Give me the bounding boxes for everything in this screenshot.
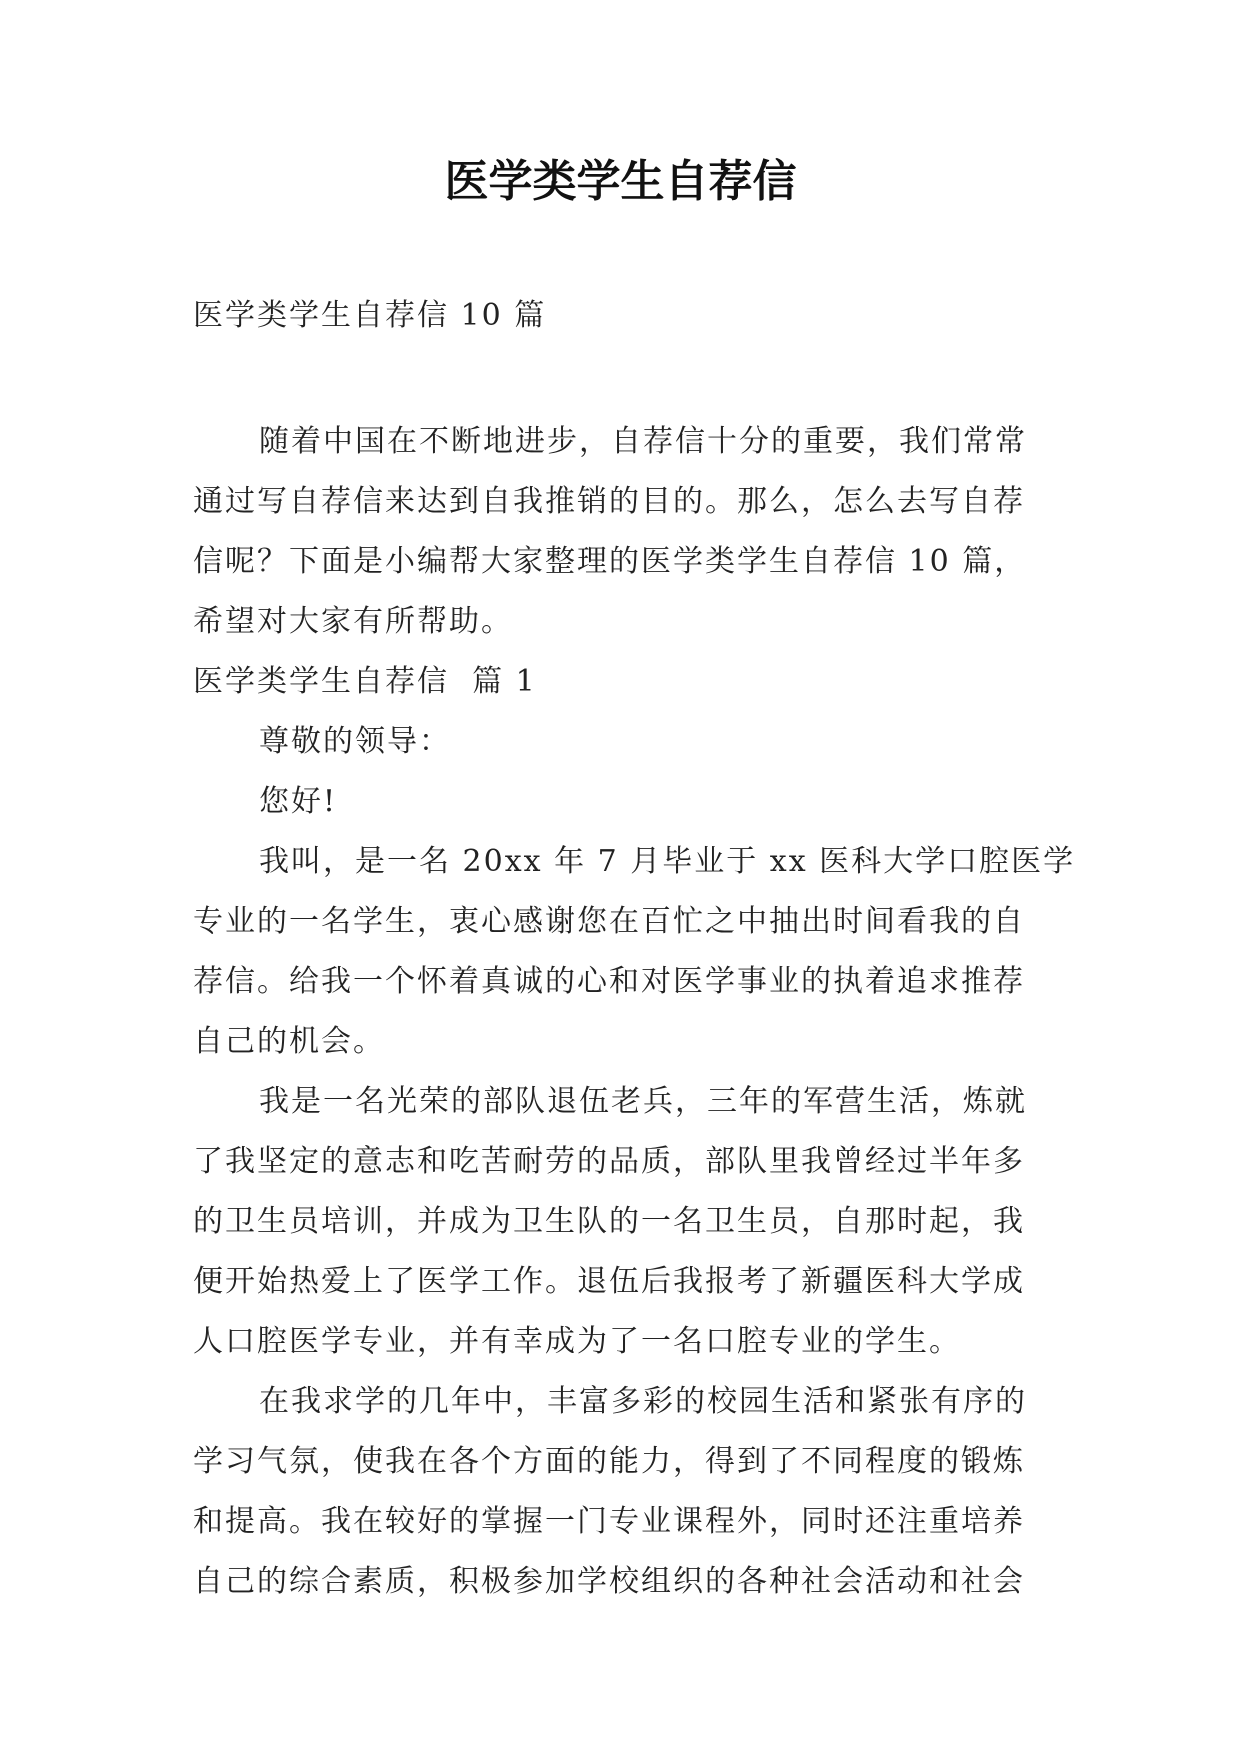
document-subtitle: 医学类学生自荐信 10 篇 — [193, 298, 547, 333]
paragraph-line: 了我坚定的意志和吃苦耐劳的品质，部队里我曾经过半年多 — [193, 1144, 1025, 1179]
paragraph-line: 人口腔医学专业，并有幸成为了一名口腔专业的学生。 — [193, 1324, 961, 1359]
paragraph-line: 在我求学的几年中，丰富多彩的校园生活和紧张有序的 — [259, 1384, 1027, 1419]
body-paragraph-2 — [193, 1072, 1053, 1372]
paragraph-line: 自己的综合素质，积极参加学校组织的各种社会活动和社会 — [193, 1564, 1025, 1599]
paragraph-line: 荐信。给我一个怀着真诚的心和对医学事业的执着追求推荐 — [193, 964, 1025, 999]
paragraph-line: 自己的机会。 — [193, 1024, 385, 1059]
paragraph-line: 我是一名光荣的部队退伍老兵，三年的军营生活，炼就 — [259, 1084, 1027, 1119]
paragraph-line: 学习气氛，使我在各个方面的能力，得到了不同程度的锻炼 — [193, 1444, 1025, 1479]
intro-line: 随着中国在不断地进步，自荐信十分的重要，我们常常 — [259, 424, 1027, 459]
intro-paragraph — [193, 412, 1053, 652]
intro-line: 信呢？下面是小编帮大家整理的医学类学生自荐信 10 篇， — [193, 544, 1027, 579]
salutation: 尊敬的领导： — [259, 724, 451, 759]
greeting: 您好! — [259, 784, 338, 819]
body-paragraph-3 — [193, 1372, 1053, 1612]
section-heading: 医学类学生自荐信 篇 1 — [193, 664, 537, 699]
document-title: 医学类学生自荐信 — [444, 156, 797, 207]
intro-line: 通过写自荐信来达到自我推销的目的。那么，怎么去写自荐 — [193, 484, 1025, 519]
paragraph-line: 我叫，是一名 20xx 年 7 月毕业于 xx 医科大学口腔医学 — [259, 844, 1076, 879]
paragraph-line: 的卫生员培训，并成为卫生队的一名卫生员，自那时起，我 — [193, 1204, 1025, 1239]
paragraph-line: 专业的一名学生，衷心感谢您在百忙之中抽出时间看我的自 — [193, 904, 1025, 939]
paragraph-line: 便开始热爱上了医学工作。退伍后我报考了新疆医科大学成 — [193, 1264, 1025, 1299]
intro-line: 希望对大家有所帮助。 — [193, 604, 513, 639]
paragraph-line: 和提高。我在较好的掌握一门专业课程外，同时还注重培养 — [193, 1504, 1025, 1539]
document-body — [193, 286, 1076, 1612]
body-paragraph-1 — [193, 832, 1076, 1072]
